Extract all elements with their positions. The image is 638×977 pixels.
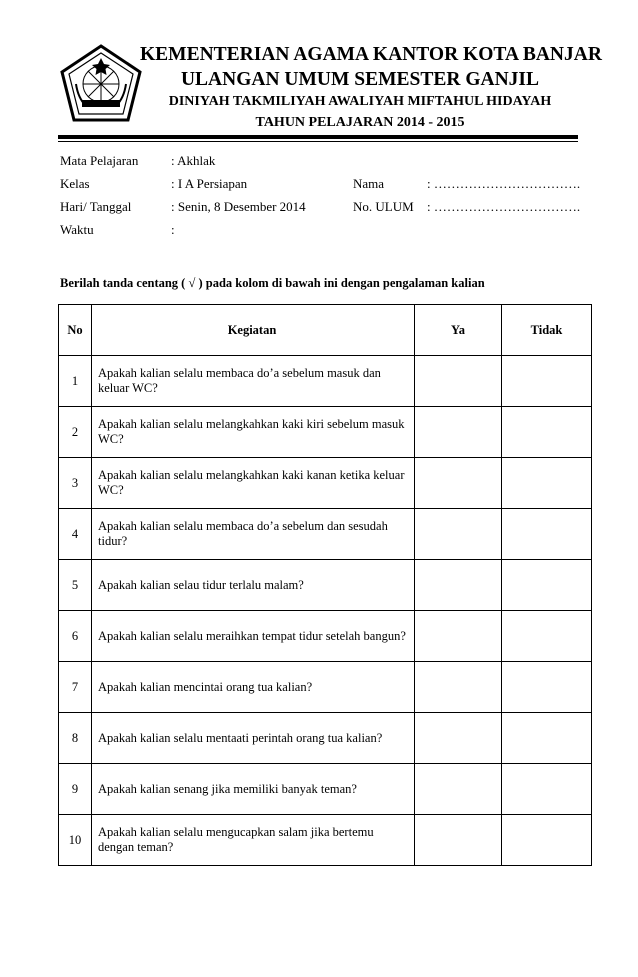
- tidak-checkbox-cell[interactable]: [502, 509, 592, 560]
- row-question: Apakah kalian selalu melangkahkan kaki kiri sebelum masuk WC?: [92, 407, 415, 458]
- ya-checkbox-cell[interactable]: [415, 458, 502, 509]
- header-divider-thick: [58, 135, 578, 139]
- row-number: 2: [59, 407, 92, 458]
- table-row: [59, 356, 592, 407]
- row-number: 3: [59, 458, 92, 509]
- ya-checkbox-cell[interactable]: [415, 407, 502, 458]
- instruction-text: Berilah tanda centang ( √ ) pada kolom di bawah ini dengan pengalaman kalian: [60, 276, 485, 290]
- row-question: Apakah kalian mencintai orang tua kalian?: [92, 662, 415, 713]
- row-question: Apakah kalian senang jika memiliki banyak teman?: [92, 764, 415, 815]
- tidak-checkbox-cell[interactable]: [502, 815, 592, 866]
- hari-tanggal-label: Hari/ Tanggal: [60, 199, 132, 214]
- row-number: 9: [59, 764, 92, 815]
- ministry-seal-icon: [58, 44, 144, 124]
- header-school-name: DINIYAH TAKMILIYAH AWALIYAH MIFTAHUL HIDAYAH: [168, 94, 552, 109]
- header-kegiatan: Kegiatan: [92, 305, 415, 356]
- nama-field[interactable]: : …………………………….: [427, 176, 581, 191]
- row-question: Apakah kalian selalu melangkahkan kaki kanan ketika keluar WC?: [92, 458, 415, 509]
- tidak-checkbox-cell[interactable]: [502, 764, 592, 815]
- ya-checkbox-cell[interactable]: [415, 611, 502, 662]
- row-number: 8: [59, 713, 92, 764]
- table-row: [59, 407, 592, 458]
- ya-checkbox-cell[interactable]: [415, 560, 502, 611]
- kelas-value: : I A Persiapan: [171, 176, 248, 191]
- kelas-label: Kelas: [60, 176, 90, 191]
- tidak-checkbox-cell[interactable]: [502, 458, 592, 509]
- table-row: [59, 560, 592, 611]
- row-question: Apakah kalian selau tidur terlalu malam?: [92, 560, 415, 611]
- no-ulum-field[interactable]: : …………………………….: [427, 199, 581, 214]
- hari-tanggal-value: : Senin, 8 Desember 2014: [171, 199, 306, 214]
- table-header-row: [59, 305, 592, 356]
- row-number: 6: [59, 611, 92, 662]
- table-row: [59, 713, 592, 764]
- table-row: [59, 662, 592, 713]
- header-ministry: KEMENTERIAN AGAMA KANTOR KOTA BANJAR: [140, 44, 602, 65]
- questionnaire-table: [58, 304, 592, 866]
- table-row: [59, 611, 592, 662]
- waktu-value: :: [171, 222, 175, 237]
- tidak-checkbox-cell[interactable]: [502, 662, 592, 713]
- header-exam-title: ULANGAN UMUM SEMESTER GANJIL: [180, 69, 540, 90]
- row-question: Apakah kalian selalu membaca do’a sebelum dan sesudah tidur?: [92, 509, 415, 560]
- row-question: Apakah kalian selalu meraihkan tempat tidur setelah bangun?: [92, 611, 415, 662]
- row-number: 1: [59, 356, 92, 407]
- ya-checkbox-cell[interactable]: [415, 356, 502, 407]
- ya-checkbox-cell[interactable]: [415, 662, 502, 713]
- ya-checkbox-cell[interactable]: [415, 713, 502, 764]
- row-number: 5: [59, 560, 92, 611]
- row-number: 10: [59, 815, 92, 866]
- tidak-checkbox-cell[interactable]: [502, 713, 592, 764]
- header-school-year: TAHUN PELAJARAN 2014 - 2015: [255, 115, 465, 130]
- mapel-label: Mata Pelajaran: [60, 153, 139, 168]
- header-divider-thin: [58, 141, 578, 142]
- header-tidak: Tidak: [502, 305, 592, 356]
- tidak-checkbox-cell[interactable]: [502, 356, 592, 407]
- table-row: [59, 764, 592, 815]
- table-row: [59, 509, 592, 560]
- row-question: Apakah kalian selalu mentaati perintah orang tua kalian?: [92, 713, 415, 764]
- ya-checkbox-cell[interactable]: [415, 815, 502, 866]
- tidak-checkbox-cell[interactable]: [502, 560, 592, 611]
- table-row: [59, 458, 592, 509]
- ya-checkbox-cell[interactable]: [415, 764, 502, 815]
- tidak-checkbox-cell[interactable]: [502, 407, 592, 458]
- row-number: 7: [59, 662, 92, 713]
- ya-checkbox-cell[interactable]: [415, 509, 502, 560]
- row-question: Apakah kalian selalu mengucapkan salam jika bertemu dengan teman?: [92, 815, 415, 866]
- row-number: 4: [59, 509, 92, 560]
- header-ya: Ya: [415, 305, 502, 356]
- waktu-label: Waktu: [60, 222, 94, 237]
- mapel-value: : Akhlak: [171, 153, 216, 168]
- no-ulum-label: No. ULUM: [353, 199, 414, 214]
- row-question: Apakah kalian selalu membaca do’a sebelum masuk dan keluar WC?: [92, 356, 415, 407]
- tidak-checkbox-cell[interactable]: [502, 611, 592, 662]
- nama-label: Nama: [353, 176, 385, 191]
- table-row: [59, 815, 592, 866]
- header-no: No: [59, 305, 92, 356]
